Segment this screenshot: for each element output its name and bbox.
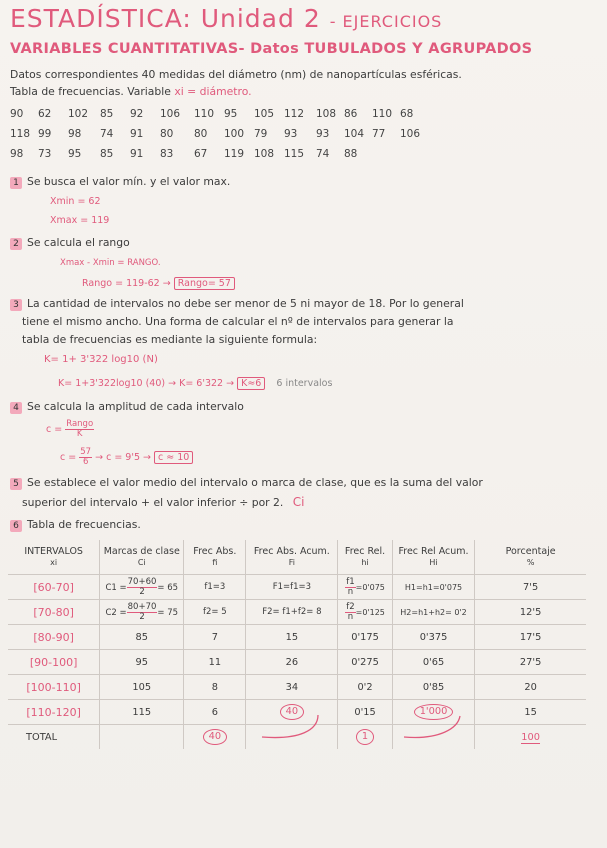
column-header-symbol: hi (361, 558, 369, 567)
intro-line-2-text: Tabla de frecuencias. Variable (10, 85, 171, 98)
data-value: 90 (10, 108, 24, 120)
interval-cell: [60-70] (33, 580, 74, 594)
column-header-label: INTERVALOS (24, 546, 83, 557)
data-value: 62 (38, 108, 52, 120)
xmax-value: Xmax = 119 (50, 215, 110, 226)
abs-freq-cell: 11 (208, 656, 222, 668)
data-value: 119 (224, 148, 245, 160)
data-value: 85 (100, 108, 114, 120)
percentage-cell: 7'5 (523, 581, 539, 593)
data-value: 106 (400, 128, 421, 140)
column-header-label: Porcentaje (505, 546, 556, 557)
column-header-symbol: Fi (288, 558, 295, 567)
column-header-symbol: Hi (429, 558, 438, 567)
data-value: 110 (194, 108, 215, 120)
column-header-label: Frec Rel Acum. (398, 546, 469, 557)
intervals-note: 6 intervalos (276, 378, 333, 389)
class-mark-label: C1 = (105, 582, 127, 593)
column-header-label: Frec Abs. (193, 546, 237, 557)
interval-cell: [90-100] (29, 655, 78, 669)
rel-freq-cell: 0'2 (357, 681, 373, 693)
data-value: 67 (194, 148, 208, 160)
data-value: 105 (254, 108, 275, 120)
data-value: 95 (224, 108, 238, 120)
title-text: ESTADÍSTICA: Unidad 2 (10, 4, 321, 33)
data-value: 108 (254, 148, 275, 160)
class-mark-fraction-numerator: 70+60 (127, 576, 157, 587)
rel-freq-cell: 0'275 (351, 656, 379, 668)
step-2-badge: 2 (10, 238, 22, 250)
column-header-label: Marcas de clase (103, 546, 180, 557)
intervals-calc-text: K= 1+3'322log10 (40) → K= 6'322 → (58, 378, 235, 389)
data-value: 118 (10, 128, 31, 140)
rel-freq-fraction-denominator: n (347, 586, 354, 597)
data-value: 115 (284, 148, 305, 160)
fi-total-curve (262, 715, 318, 738)
data-value: 80 (194, 128, 208, 140)
data-value: 74 (316, 148, 330, 160)
amplitude-calc-c: c = (60, 452, 77, 463)
data-value: 74 (100, 128, 114, 140)
rel-freq-cell: 0'175 (351, 631, 379, 643)
data-value: 77 (372, 128, 386, 140)
range-definition: Xmax - Xmin = RANGO. (60, 258, 161, 268)
abs-freq-cell: 8 (211, 681, 218, 693)
abs-freq-cell: f2= 5 (203, 607, 227, 617)
data-value: 91 (130, 148, 144, 160)
total-percentage: 100 (521, 731, 540, 743)
rel-freq-result: =0'125 (355, 607, 385, 617)
class-mark-symbol: Ci (292, 495, 305, 509)
data-value: 85 (100, 148, 114, 160)
class-mark-cell: 85 (135, 631, 148, 643)
data-value: 92 (130, 108, 144, 120)
abs-freq-cell: 7 (211, 631, 218, 643)
amplitude-denominator: K (76, 429, 83, 439)
step-6-badge: 6 (10, 520, 22, 532)
data-value: 86 (344, 108, 358, 120)
abs-cum-freq-total: 40 (280, 704, 304, 720)
rel-cum-freq-cell: 0'65 (422, 656, 445, 668)
percentage-cell: 17'5 (519, 631, 542, 643)
data-value: 98 (68, 128, 82, 140)
amplitude-numerator: Rango (66, 419, 94, 429)
data-value: 88 (344, 148, 358, 160)
data-value: 79 (254, 128, 268, 140)
total-label: TOTAL (26, 731, 58, 743)
variable-definition: xi = diámetro. (174, 85, 252, 98)
step-2-text: Se calcula el rango (27, 236, 130, 249)
data-value: 108 (316, 108, 337, 120)
data-value: 102 (68, 108, 89, 120)
step-1-badge: 1 (10, 177, 22, 189)
column-header-symbol: % (526, 558, 535, 567)
intervals-result: K≈6 (237, 377, 265, 390)
column-header-label: Frec Abs. Acum. (253, 546, 330, 557)
percentage-cell: 12'5 (519, 606, 542, 618)
data-value: 110 (372, 108, 393, 120)
data-value: 93 (316, 128, 330, 140)
class-mark-result: = 75 (157, 607, 179, 618)
abs-cum-freq-cell: 34 (285, 681, 299, 693)
column-header-symbol: Ci (137, 558, 146, 567)
class-mark-label: C2 = (105, 607, 127, 618)
rel-freq-fraction-numerator: f1 (346, 576, 355, 587)
step-3-line-2: tiene el mismo ancho. Una forma de calcular el nº de intervalos para generar la (22, 315, 454, 328)
data-value: 80 (160, 128, 174, 140)
step-1-text: Se busca el valor mín. y el valor max. (27, 175, 231, 188)
intro-line-1: Datos correspondientes 40 medidas del diámetro (nm) de nanopartículas esféricas. (10, 68, 462, 81)
abs-cum-freq-cell: F1=f1=3 (272, 582, 312, 592)
data-value: 91 (130, 128, 144, 140)
abs-cum-freq-cell: F2= f1+f2= 8 (262, 607, 322, 617)
abs-cum-freq-cell: 15 (285, 631, 299, 643)
step-3-line-3: tabla de frecuencias es mediante la siguiente formula: (22, 333, 318, 346)
rel-freq-fraction-denominator: n (347, 611, 354, 622)
percentage-cell: 27'5 (519, 656, 542, 668)
hi-total-curve (404, 716, 460, 737)
step-6-text: Tabla de frecuencias. (27, 518, 141, 531)
rel-cum-freq-cell: H2=h1+h2= 0'2 (400, 607, 467, 617)
interval-cell: [110-120] (26, 705, 81, 719)
step-5-line-2-text: superior del intervalo + el valor inferior ÷ por 2. (22, 496, 284, 509)
step-5-line-1: Se establece el valor medio del intervalo o marca de clase, que es la suma del valor (27, 476, 483, 489)
range-result: Rango= 57 (174, 277, 235, 290)
xmin-value: Xmin = 62 (50, 196, 101, 207)
data-value: 68 (400, 108, 414, 120)
interval-cell: [70-80] (33, 605, 74, 619)
data-value: 104 (344, 128, 365, 140)
range-calc-text: Rango = 119-62 → (82, 278, 171, 289)
interval-cell: [100-110] (26, 680, 81, 694)
class-mark-cell: 95 (135, 656, 148, 668)
percentage-cell: 20 (524, 681, 537, 693)
rel-cum-freq-cell: 0'375 (419, 631, 448, 643)
class-mark-fraction-numerator: 80+70 (127, 601, 157, 612)
total-rel-freq: 1 (356, 729, 374, 745)
data-value: 106 (160, 108, 181, 120)
data-value: 112 (284, 108, 305, 120)
class-mark-fraction-denominator: 2 (139, 586, 145, 597)
data-value: 93 (284, 128, 298, 140)
data-value: 100 (224, 128, 245, 140)
rel-cum-freq-cell: H1=h1=0'075 (404, 582, 463, 592)
step-3-badge: 3 (10, 299, 22, 311)
abs-cum-freq-cell: 26 (285, 656, 299, 668)
total-abs-freq: 40 (203, 729, 227, 745)
interval-cell: [80-90] (33, 630, 74, 644)
data-value: 73 (38, 148, 52, 160)
column-header-symbol: xi (50, 558, 58, 567)
class-mark-fraction-denominator: 2 (139, 611, 145, 622)
amplitude-formula-c: c = (46, 424, 63, 435)
title-suffix: - EJERCICIOS (329, 12, 443, 31)
step-5-badge: 5 (10, 478, 22, 490)
rel-freq-cell: 0'15 (354, 706, 376, 718)
abs-freq-cell: f1=3 (204, 582, 226, 592)
step-4-text: Se calcula la amplitud de cada intervalo (27, 400, 244, 413)
amplitude-result: c ≈ 10 (154, 451, 193, 464)
step-4-badge: 4 (10, 402, 22, 414)
column-header-symbol: fi (212, 558, 218, 567)
abs-freq-cell: 6 (211, 706, 218, 718)
class-mark-result: = 65 (157, 582, 179, 593)
class-mark-cell: 105 (132, 681, 152, 693)
rel-freq-fraction-numerator: f2 (346, 601, 355, 612)
data-value: 99 (38, 128, 52, 140)
step-3-line-1: La cantidad de intervalos no debe ser menor de 5 ni mayor de 18. Por lo general (27, 297, 464, 310)
amplitude-calc-denominator: 6 (82, 457, 89, 467)
column-header-label: Frec Rel. (344, 546, 386, 557)
amplitude-calc-rest: → c = 9'5 → (95, 452, 151, 463)
percentage-cell: 15 (524, 706, 537, 718)
rel-cum-freq-cell: 0'85 (422, 681, 445, 693)
data-value: 98 (10, 148, 24, 160)
intervals-formula: K= 1+ 3'322 log10 (N) (44, 354, 158, 365)
amplitude-calc-numerator: 57 (80, 447, 92, 457)
page-subtitle: VARIABLES CUANTITATIVAS- Datos TUBULADOS Y AGRUPADOS (10, 41, 533, 57)
rel-cum-freq-total: 1'000 (414, 704, 454, 720)
data-value: 83 (160, 148, 174, 160)
rel-freq-result: =0'075 (355, 582, 385, 592)
class-mark-cell: 115 (132, 706, 152, 718)
data-value: 95 (68, 148, 82, 160)
